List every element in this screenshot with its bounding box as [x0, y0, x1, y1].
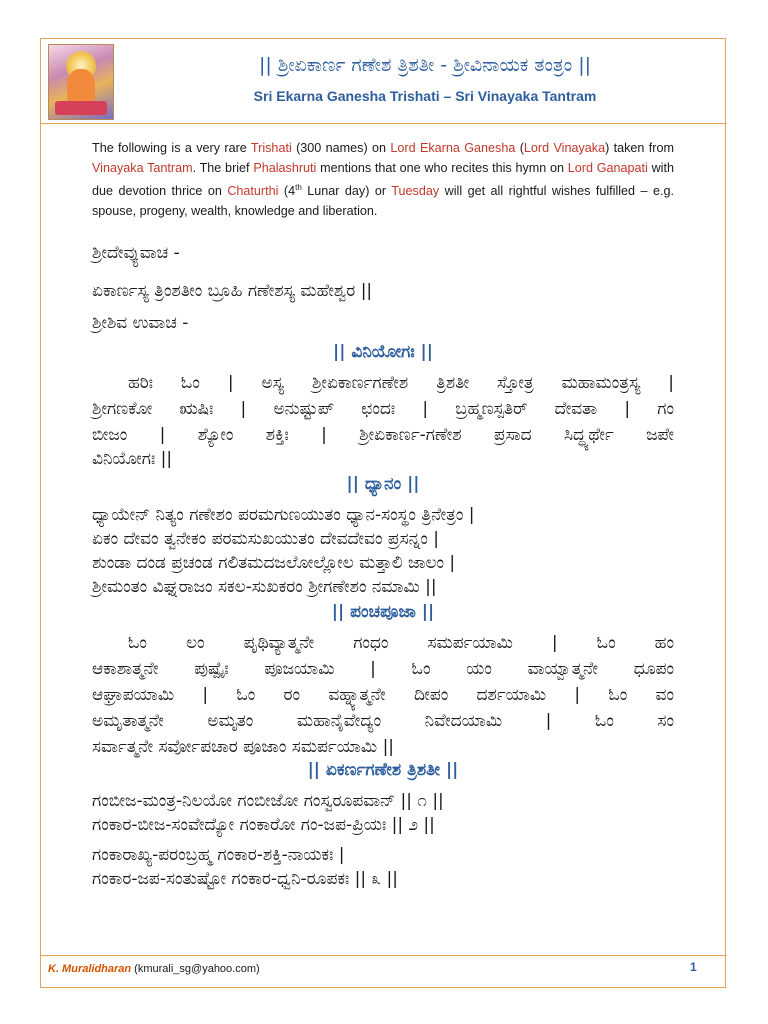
intro-highlight: Lord Ekarna Ganesha: [390, 141, 516, 155]
panchapuja-line: ಓಂ ಲಂ ಪೃಥಿವ್ಯಾತ್ಮನೇ ಗಂಧಂ ಸಮರ್ಪಯಾಮಿ | ಓಂ ಹಂ: [128, 633, 674, 653]
viniyoga-line: ಶ್ರೀಗಣಕೋ ಋಷಿಃ | ಅನುಷ್ಟುಪ್ ಛಂದಃ | ಬ್ರಹ್ಮಣಸ್ಪತಿರ್ ದೇವತಾ | ಗಂ: [92, 399, 674, 419]
trishati-verse-line: ಗಂಬೀಜ-ಮಂತ್ರ-ನಿಲಯೋ ಗಂಬೀಜೋ ಗಂಸ್ವರೂಪವಾನ್ || ೧ ||: [92, 791, 444, 811]
dhyanam-line: ಧ್ಯಾಯೇನ್ ನಿತ್ಯಂ ಗಣೇಶಂ ಪರಮಗುಣಯುತಂ ಧ್ಯಾನ-ಸಂಸ್ಥಂ ತ್ರಿನೇತ್ರಂ |: [92, 505, 475, 525]
section-heading-dhyanam: || ಧ್ಯಾನಂ ||: [346, 474, 420, 494]
intro-text: (300 names) on: [291, 141, 391, 155]
intro-highlight: Trishati: [250, 141, 292, 155]
viniyoga-line: [92, 370, 674, 396]
page-number: 1: [690, 960, 697, 974]
intro-text: (: [515, 141, 524, 155]
panchapuja-line: ಅಮೃತಾತ್ಮನೇ ಅಮೃತಂ ಮಹಾನೈವೇದ್ಯಂ ನಿವೇದಯಾಮಿ | ಓಂ ಸಂ: [92, 711, 674, 731]
intro-sup: th: [295, 183, 302, 192]
author-email: (kmurali_sg@yahoo.com): [131, 963, 260, 975]
viniyoga-line: ವಿನಿಯೋಗಃ ||: [92, 449, 173, 469]
footer-divider: [40, 955, 726, 956]
intro-text: ) taken from: [605, 141, 674, 155]
intro-text: Lunar day) or: [301, 184, 392, 199]
section-heading-viniyoga: || ವಿನಿಯೋಗಃ ||: [333, 342, 433, 362]
intro-paragraph: [92, 138, 674, 221]
author-name: K. Muralidharan: [48, 963, 132, 975]
trishati-verse-line: ಗಂಕಾರ-ಜಪ-ಸಂತುಷ್ಟೋ ಗಂಕಾರ-ಧ್ವನಿ-ರೂಪಕಃ || ೩ ||: [92, 869, 398, 889]
shiva-uvacha: ಶ್ರೀಶಿವ ಉವಾಚ -: [92, 313, 189, 333]
viniyoga-line-text: ಹರಿಃ ಓಂ | ಅಸ್ಯ ಶ್ರೀಏಕಾರ್ಣಗಣೇಶ ತ್ರಿಶತೀ ಸ್ತೋತ್ರ ಮಹಾಮಂತ್ರಸ್ಯ |: [128, 373, 674, 393]
dhyanam-line: ಶುಂಡಾ ದಂಡ ಪ್ರಚಂಡ ಗಲಿತಮದಜಲೋಲ್ಲೋಲ ಮತ್ತಾಲಿ ಜಾಲಂ |: [92, 553, 456, 573]
ganesha-image: [48, 44, 114, 120]
intro-text: mentions that one who recites this hymn on: [316, 161, 568, 175]
trishati-verse-line: ಗಂಕಾರ-ಬೀಜ-ಸಂವೇದ್ಯೋ ಗಂಕಾರೋ ಗಂ-ಜಪ-ಪ್ರಿಯಃ || ೨ ||: [92, 815, 435, 835]
section-heading-trishati: || ಏಕರ್ಣಗಣೇಶ ತ್ರಿಶತೀ ||: [307, 760, 459, 780]
viniyoga-line: ಬೀಜಂ | ಶ್ಯೋಂ ಶಕ್ತಿಃ | ಶ್ರೀಏಕಾರ್ಣ-ಗಣೇಶ ಪ್ರಸಾದ ಸಿದ್ಧ್ಯರ್ಥೇ ಜಪೇ: [92, 425, 674, 445]
intro-text: . The brief: [192, 161, 254, 175]
intro-text: with due devotion thrice on: [92, 161, 674, 199]
page-header: [40, 38, 726, 124]
intro-highlight: Chaturthi: [227, 184, 279, 199]
dhyanam-line: ಏಕಂ ದೇವಂ ತ್ವನೇಕಂ ಪರಮಸುಖಯುತಂ ದೇವದೇವಂ ಪ್ರಸನ್ನಂ |: [92, 529, 440, 549]
intro-highlight: Phalashruti: [253, 161, 317, 175]
intro-text: (4: [278, 184, 296, 199]
intro-text: will get all rightful wishes fulfilled – e.g. spouse, progeny, wealth, knowledge and liberation.: [92, 184, 674, 219]
intro-highlight: Lord Ganapati: [567, 161, 648, 175]
footer-author: [48, 963, 260, 975]
trishati-verse-line: ಗಂಕಾರಾಖ್ಯ-ಪರಂಬ್ರಹ್ಮ ಗಂಕಾರ-ಶಕ್ತಿ-ನಾಯಕಃ |: [92, 845, 345, 865]
devi-uvacha: ಶ್ರೀದೇವ್ಯುವಾಚ -: [92, 243, 180, 263]
title-english: Sri Ekarna Ganesha Trishati – Sri Vinayaka Tantram: [253, 88, 597, 104]
section-heading-panchapuja: || ಪಂಚಪೂಜಾ ||: [331, 602, 435, 622]
panchapuja-line: ಆಕಾಶಾತ್ಮನೇ ಪುಷ್ಪೈಃ ಪೂಜಯಾಮಿ | ಓಂ ಯಂ ವಾಯ್ವಾತ್ಮನೇ ಧೂಪಂ: [92, 659, 674, 679]
intro-text: The following is a very rare: [92, 141, 251, 155]
dhyanam-line: ಶ್ರೀಮಂತಂ ವಿಘ್ನರಾಜಂ ಸಕಲ-ಸುಖಕರಂ ಶ್ರೀಗಣೇಶಂ ನಮಾಮಿ ||: [92, 577, 437, 597]
panchapuja-line: ಸರ್ವಾತ್ಮನೇ ಸರ್ವೋಪಚಾರ ಪೂಜಾಂ ಸಮರ್ಪಯಾಮಿ ||: [92, 737, 395, 757]
intro-highlight: Lord Vinayaka: [523, 141, 606, 155]
title-kannada: || ಶ್ರೀಏಕಾರ್ಣ ಗಣೇಶ ತ್ರಿಶತೀ - ಶ್ರೀವಿನಾಯಕ ತಂತ್ರಂ ||: [258, 54, 592, 76]
verse-line: ಏಕಾರ್ಣಸ್ಯ ತ್ರಿಂಶತೀಂ ಬ್ರೂಹಿ ಗಣೇಶಸ್ಯ ಮಹೇಶ್ವರ ||: [92, 281, 373, 301]
panchapuja-line: ಆಘ್ರಾಪಯಾಮಿ | ಓಂ ರಂ ವಹ್ನ್ಯಾತ್ಮನೇ ದೀಪಂ ದರ್ಶಯಾಮಿ | ಓಂ ವಂ: [92, 685, 674, 705]
intro-highlight: Tuesday: [391, 184, 440, 199]
intro-highlight: Vinayaka Tantram: [92, 161, 193, 175]
